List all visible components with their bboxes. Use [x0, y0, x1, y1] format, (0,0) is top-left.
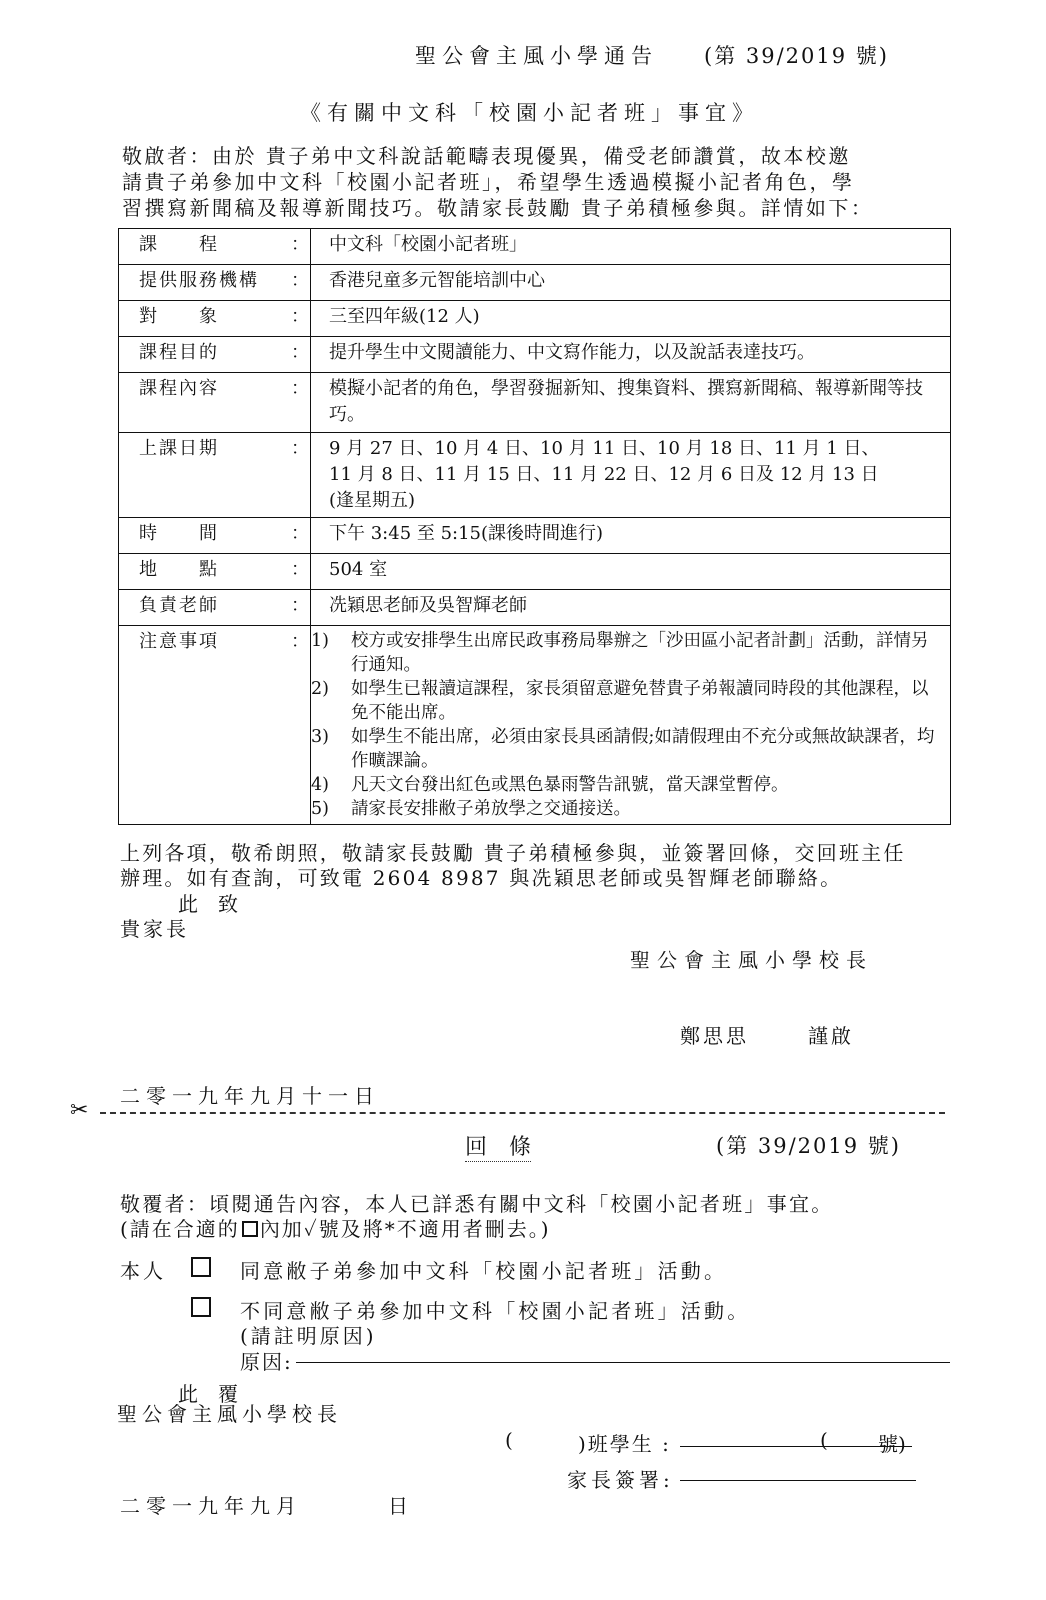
instruction-text: (請在合適的	[120, 1217, 240, 1241]
note-number: 4)	[311, 775, 329, 795]
list-item	[311, 677, 944, 725]
parent-signature-field[interactable]	[680, 1480, 916, 1481]
table-row	[119, 265, 951, 301]
row-colon: ：	[290, 373, 311, 433]
this-reply: 此 覆	[178, 1382, 238, 1406]
row-value: 504 室	[311, 554, 951, 590]
option-agree: 同意敝子弟參加中文科「校園小記者班」活動。	[240, 1259, 728, 1283]
closing-line-2: 辦理。如有查詢，可致電 2604 8987 與冼穎思老師或吳智輝老師聯絡。	[120, 866, 843, 890]
row-colon: ：	[290, 554, 311, 590]
intro-line-1: 敬啟者：由於 貴子弟中文科說話範疇表現優異，備受老師讚賞，故本校邀	[122, 144, 851, 168]
row-label: 課程目的	[119, 337, 291, 373]
row-label: 課 程	[119, 229, 291, 265]
note-number: 1)	[311, 631, 329, 651]
disagree-checkbox[interactable]	[191, 1297, 211, 1317]
intro-line-2: 請貴子弟參加中文科「校園小記者班」，希望學生透過模擬小記者角色，學	[122, 170, 855, 194]
notice-date: 二零一九年九月十一日	[120, 1084, 380, 1108]
reply-title	[465, 1130, 531, 1161]
list-item	[311, 797, 944, 821]
notes-list	[311, 629, 944, 821]
notice-subject: 《有關中文科「校園小記者班」事宜》	[300, 101, 759, 125]
row-colon: ：	[290, 626, 311, 825]
reply-recipient: 聖公會主風小學校長	[117, 1402, 342, 1426]
option-disagree: 不同意敝子弟參加中文科「校園小記者班」活動。	[240, 1299, 751, 1323]
note-text: 凡天文台發出紅色或黑色暴雨警告訊號，當天課堂暫停。	[351, 775, 789, 795]
instruction-text: 號及將*不適用者刪去。)	[318, 1217, 551, 1241]
cut-line-divider	[100, 1112, 945, 1114]
row-colon: ：	[290, 229, 311, 265]
table-row	[119, 373, 951, 433]
row-colon: ：	[290, 590, 311, 626]
day-label: 日	[388, 1494, 408, 1518]
date-line: 9 月 27 日、10 月 4 日、10 月 11 日、10 月 18 日、11 月 1 日、	[329, 438, 880, 459]
date-line: 11 月 8 日、11 月 15 日、11 月 22 日、12 月 6 日及 12 月 13 日	[329, 464, 879, 485]
note-number: 5)	[311, 799, 329, 819]
note-text: 請家長安排敝子弟放學之交通接送。	[351, 799, 631, 819]
note-number: 2)	[311, 679, 329, 699]
number-open: (	[820, 1428, 828, 1452]
note-text: 校方或安排學生出席民政事務局舉辦之「沙田區小記者計劃」活動，詳情另行通知。	[351, 631, 929, 675]
table-row	[119, 626, 951, 825]
note-text: 如學生已報讀這課程，家長須留意避免替貴子弟報讀同時段的其他課程，以免不能出席。	[351, 679, 929, 723]
row-label: 提供服務機構	[119, 265, 291, 301]
self-label: 本人	[120, 1259, 166, 1283]
row-value	[311, 433, 951, 518]
list-item	[311, 629, 944, 677]
closing-line-1: 上列各項，敬希朗照，敬請家長鼓勵 貴子弟積極參與，並簽署回條，交回班主任	[120, 841, 906, 865]
intro-line-3: 習撰寫新聞稿及報導新聞技巧。敬請家長鼓勵 貴子弟積極參與。詳情如下：	[122, 196, 874, 220]
row-colon: ：	[290, 337, 311, 373]
row-colon: ：	[290, 301, 311, 337]
row-colon: ：	[290, 518, 311, 554]
row-value: 香港兒童多元智能培訓中心	[311, 265, 951, 301]
list-item	[311, 773, 944, 797]
table-row	[119, 433, 951, 518]
number-label: 號)	[878, 1432, 906, 1456]
notice-title: 聖公會主風小學通告	[415, 44, 658, 68]
reason-label: 原因:	[240, 1350, 293, 1374]
row-value: 冼穎思老師及吳智輝老師	[311, 590, 951, 626]
reply-intro: 敬覆者：頃閱通告內容，本人已詳悉有關中文科「校園小記者班」事宜。	[120, 1192, 834, 1216]
agree-checkbox[interactable]	[191, 1257, 211, 1277]
checkbox-icon	[242, 1221, 258, 1237]
row-label: 上課日期	[119, 433, 291, 518]
scissors-icon: ✂	[70, 1098, 89, 1123]
reason-note: (請註明原因)	[240, 1324, 377, 1348]
note-number: 3)	[311, 727, 329, 747]
table-row	[119, 518, 951, 554]
row-label: 課程內容	[119, 373, 291, 433]
row-label: 地 點	[119, 554, 291, 590]
table-row	[119, 590, 951, 626]
row-value: 提升學生中文閱讀能力、中文寫作能力，以及說話表達技巧。	[311, 337, 951, 373]
note-text: 如學生不能出席，必須由家長具函請假;如請假理由不充分或無故缺課者，均作曠課論。	[351, 727, 935, 771]
reply-notice-number: (第 39/2019 號)	[716, 1134, 901, 1158]
row-label: 時 間	[119, 518, 291, 554]
row-value: 中文科「校園小記者班」	[311, 229, 951, 265]
reply-date: 二零一九年九月	[120, 1494, 302, 1518]
row-value: 模擬小記者的角色，學習發掘新知、搜集資料、撰寫新聞稿、報導新聞等技巧。	[311, 373, 951, 433]
table-row	[119, 301, 951, 337]
principal-name: 鄭思思	[680, 1024, 749, 1048]
school-principal: 聖公會主風小學校長	[630, 948, 873, 972]
check-mark-icon: ✓	[303, 1217, 319, 1241]
list-item	[311, 725, 944, 773]
class-student-label: )班學生 :	[578, 1432, 671, 1456]
row-colon: ：	[290, 433, 311, 518]
notice-number: (第 39/2019 號)	[704, 44, 889, 68]
respectfully: 謹啟	[808, 1024, 854, 1048]
reason-field[interactable]	[296, 1362, 950, 1363]
table-row	[119, 229, 951, 265]
instruction-text: 內加	[259, 1217, 304, 1241]
row-label: 注意事項	[119, 626, 291, 825]
row-label: 對 象	[119, 301, 291, 337]
date-line: (逢星期五)	[329, 490, 416, 511]
row-value: 三至四年級(12 人)	[311, 301, 951, 337]
recipient: 貴家長	[120, 917, 189, 941]
table-row	[119, 554, 951, 590]
class-open: (	[505, 1428, 513, 1452]
reply-instruction	[120, 1213, 551, 1242]
row-value	[311, 626, 951, 825]
table-row	[119, 337, 951, 373]
reply-title-text: 回 條	[465, 1135, 532, 1160]
details-table	[118, 228, 951, 825]
this-to: 此 致	[178, 892, 238, 916]
row-value: 下午 3:45 至 5:15(課後時間進行)	[311, 518, 951, 554]
parent-sign-label: 家長簽署:	[567, 1468, 674, 1492]
row-label: 負責老師	[119, 590, 291, 626]
row-colon: ：	[290, 265, 311, 301]
